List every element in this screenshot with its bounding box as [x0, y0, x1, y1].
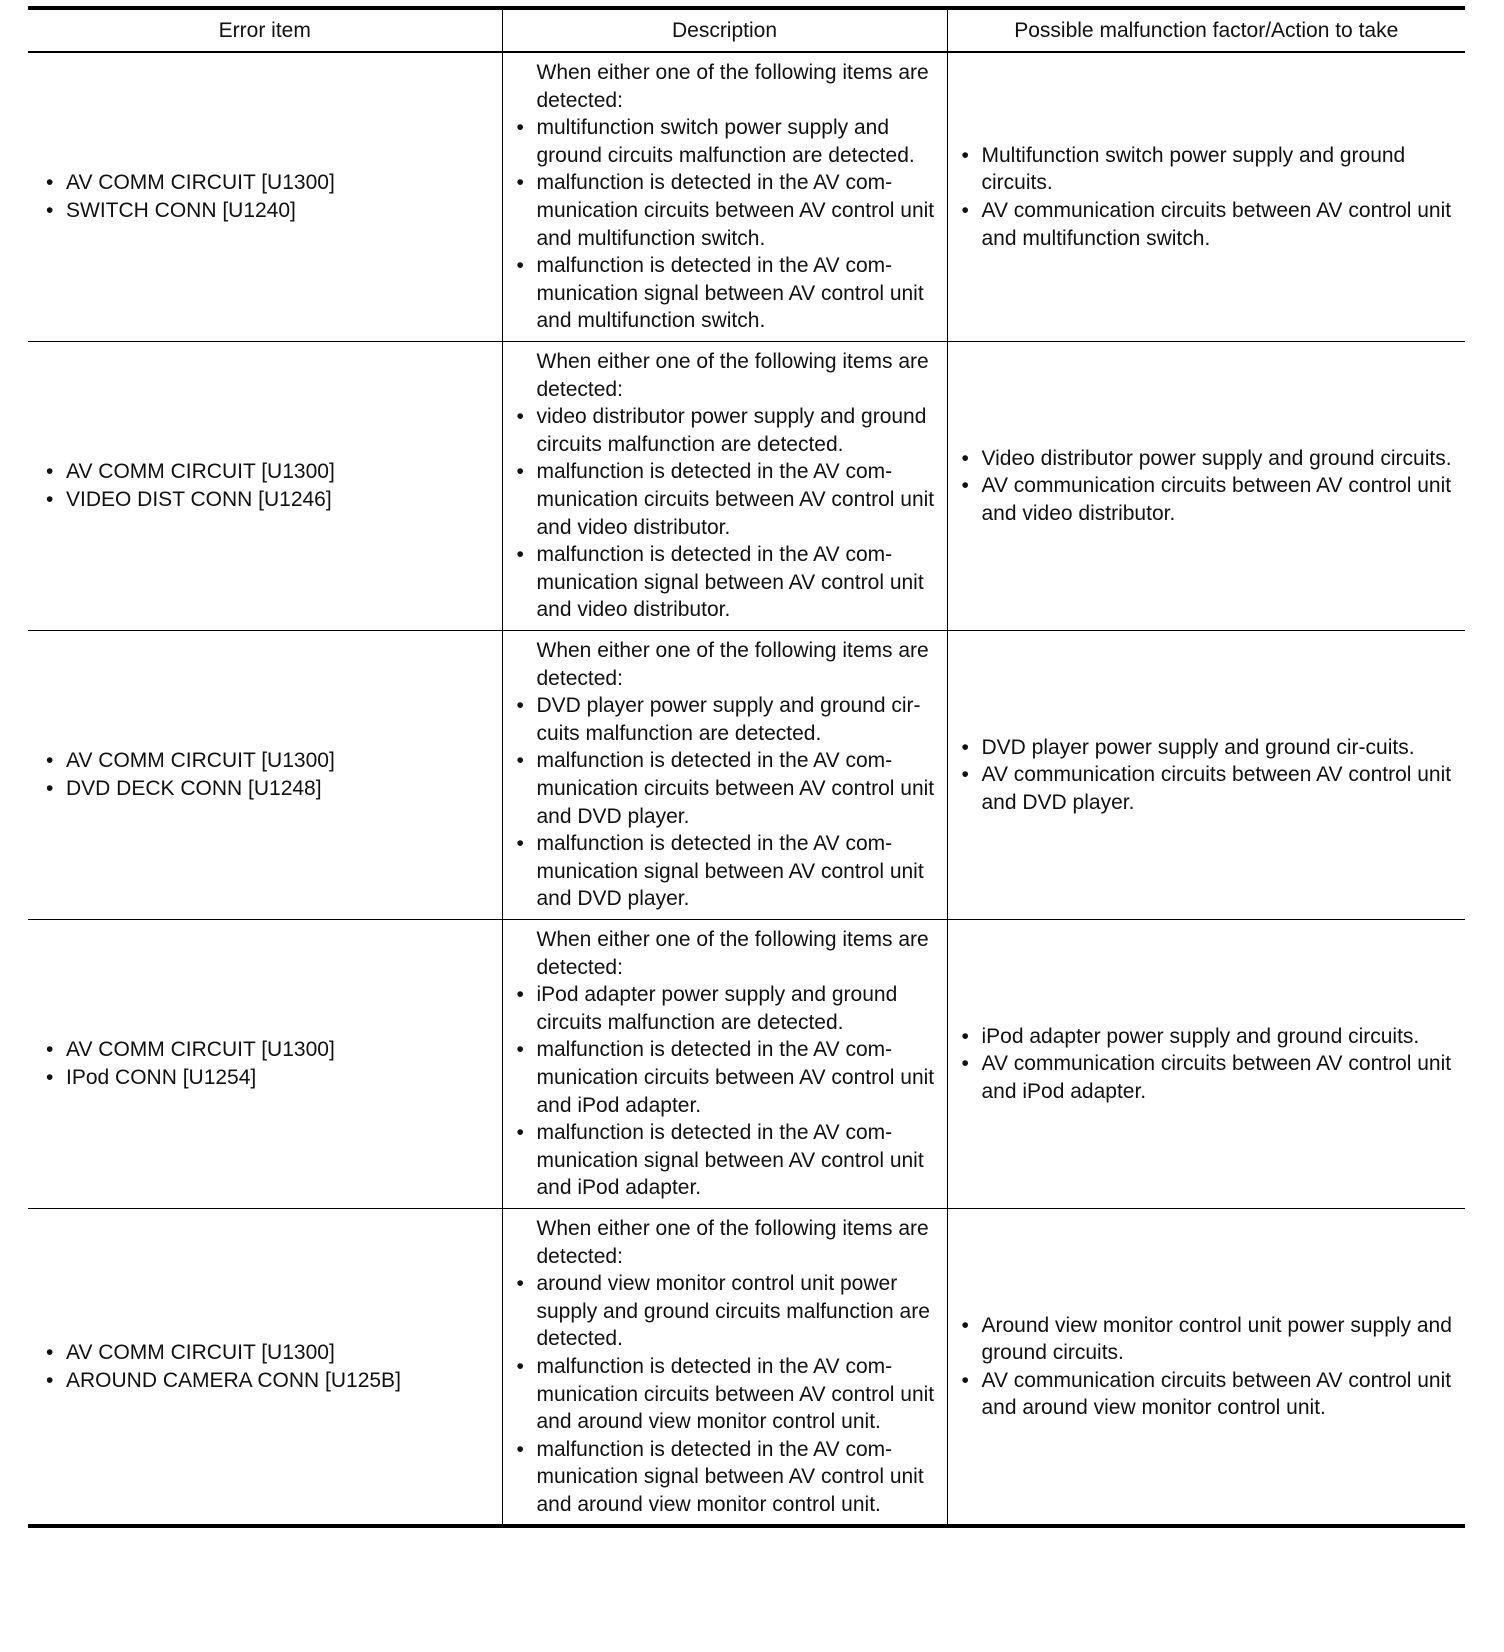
- error-item-cell: [28, 1208, 502, 1526]
- description-cell: [502, 341, 947, 630]
- description-list: [511, 981, 941, 1202]
- error-item-list: [36, 747, 496, 802]
- action-list: [956, 734, 1460, 817]
- description-item: • malfunction is detected in the AV com-munication signal between AV control unit and multifunction switch.: [511, 252, 941, 335]
- description-item: • malfunction is detected in the AV com-munication signal between AV control unit and DVD player.: [511, 830, 941, 913]
- document-page: [28, 6, 1465, 1528]
- description-item: • video distributor power supply and ground circuits malfunction are detected.: [511, 403, 941, 458]
- error-item-list: [36, 1339, 496, 1394]
- header-error-item: Error item: [28, 8, 502, 52]
- error-code: • AROUND CAMERA CONN [U125B]: [36, 1367, 496, 1395]
- error-item-list: [36, 458, 496, 513]
- action-list: [956, 1312, 1460, 1422]
- action-list: [956, 445, 1460, 528]
- description-intro: When either one of the following items are detected:: [536, 638, 929, 690]
- description-item: • malfunction is detected in the AV com-munication circuits between AV control unit and iPod adapter.: [511, 1036, 941, 1119]
- description-item: • malfunction is detected in the AV com-munication signal between AV control unit and iPod adapter.: [511, 1119, 941, 1202]
- error-code: • VIDEO DIST CONN [U1246]: [36, 486, 496, 514]
- description-intro: When either one of the following items are detected:: [536, 61, 929, 112]
- action-item: • AV communication circuits between AV control unit and video distributor.: [956, 472, 1460, 527]
- action-item: • Multifunction switch power supply and ground circuits.: [956, 142, 1460, 197]
- action-cell: [947, 1208, 1465, 1526]
- description-cell: [502, 919, 947, 1208]
- error-code: • IPod CONN [U1254]: [36, 1064, 496, 1092]
- action-cell: [947, 919, 1465, 1208]
- description-cell: [502, 52, 947, 341]
- action-cell: [947, 341, 1465, 630]
- action-item: • Around view monitor control unit power supply and ground circuits.: [956, 1312, 1460, 1367]
- action-item: • Video distributor power supply and ground circuits.: [956, 445, 1460, 473]
- action-cell: [947, 52, 1465, 341]
- description-item: • malfunction is detected in the AV com-munication circuits between AV control unit and multifunction switch.: [511, 169, 941, 252]
- error-item-list: [36, 169, 496, 224]
- description-item: • malfunction is detected in the AV com-munication circuits between AV control unit and video distributor.: [511, 458, 941, 541]
- error-code: • AV COMM CIRCUIT [U1300]: [36, 1339, 496, 1367]
- action-list: [956, 142, 1460, 252]
- description-intro: When either one of the following items are detected:: [536, 349, 929, 401]
- header-description: Description: [502, 8, 947, 52]
- error-item-cell: [28, 341, 502, 630]
- table-row: [28, 630, 1465, 919]
- table-row: [28, 341, 1465, 630]
- error-code: • AV COMM CIRCUIT [U1300]: [36, 747, 496, 775]
- table-header: [28, 8, 1465, 52]
- error-item-cell: [28, 919, 502, 1208]
- header-row: [28, 8, 1465, 52]
- description-list: [511, 403, 941, 624]
- header-action: Possible malfunction factor/Action to take: [947, 8, 1465, 52]
- table-row: [28, 1208, 1465, 1526]
- description-item: • malfunction is detected in the AV com-munication circuits between AV control unit and around view monitor control unit.: [511, 1353, 941, 1436]
- action-item: • AV communication circuits between AV control unit and multifunction switch.: [956, 197, 1460, 252]
- error-code: • AV COMM CIRCUIT [U1300]: [36, 169, 496, 197]
- description-item: • multifunction switch power supply and ground circuits malfunction are detected.: [511, 114, 941, 169]
- action-item: • AV communication circuits between AV control unit and around view monitor control unit.: [956, 1367, 1460, 1422]
- description-intro: When either one of the following items are detected:: [536, 927, 929, 979]
- description-list: [511, 114, 941, 335]
- table-row: [28, 919, 1465, 1208]
- description-list: [511, 1270, 941, 1518]
- action-item: • iPod adapter power supply and ground circuits.: [956, 1023, 1460, 1051]
- action-cell: [947, 630, 1465, 919]
- error-code: • AV COMM CIRCUIT [U1300]: [36, 458, 496, 486]
- description-item: • DVD player power supply and ground cir-cuits malfunction are detected.: [511, 692, 941, 747]
- action-list: [956, 1023, 1460, 1106]
- action-item: • DVD player power supply and ground cir-cuits.: [956, 734, 1460, 762]
- description-item: • malfunction is detected in the AV com-munication signal between AV control unit and video distributor.: [511, 541, 941, 624]
- description-cell: [502, 630, 947, 919]
- error-item-cell: [28, 52, 502, 341]
- description-item: • iPod adapter power supply and ground circuits malfunction are detected.: [511, 981, 941, 1036]
- description-item: • around view monitor control unit power supply and ground circuits malfunction are detected.: [511, 1270, 941, 1353]
- description-intro: When either one of the following items are detected:: [536, 1216, 929, 1268]
- error-code: • AV COMM CIRCUIT [U1300]: [36, 1036, 496, 1064]
- description-item: • malfunction is detected in the AV com-munication circuits between AV control unit and DVD player.: [511, 747, 941, 830]
- description-list: [511, 692, 941, 913]
- action-item: • AV communication circuits between AV control unit and DVD player.: [956, 761, 1460, 816]
- error-item-list: [36, 1036, 496, 1091]
- action-item: • AV communication circuits between AV control unit and iPod adapter.: [956, 1050, 1460, 1105]
- error-code: • DVD DECK CONN [U1248]: [36, 775, 496, 803]
- error-item-cell: [28, 630, 502, 919]
- table-row: [28, 52, 1465, 341]
- table-body: [28, 52, 1465, 1526]
- error-code: • SWITCH CONN [U1240]: [36, 197, 496, 225]
- error-item-table: [28, 6, 1465, 1528]
- description-cell: [502, 1208, 947, 1526]
- description-item: • malfunction is detected in the AV com-munication signal between AV control unit and around view monitor control unit.: [511, 1436, 941, 1519]
